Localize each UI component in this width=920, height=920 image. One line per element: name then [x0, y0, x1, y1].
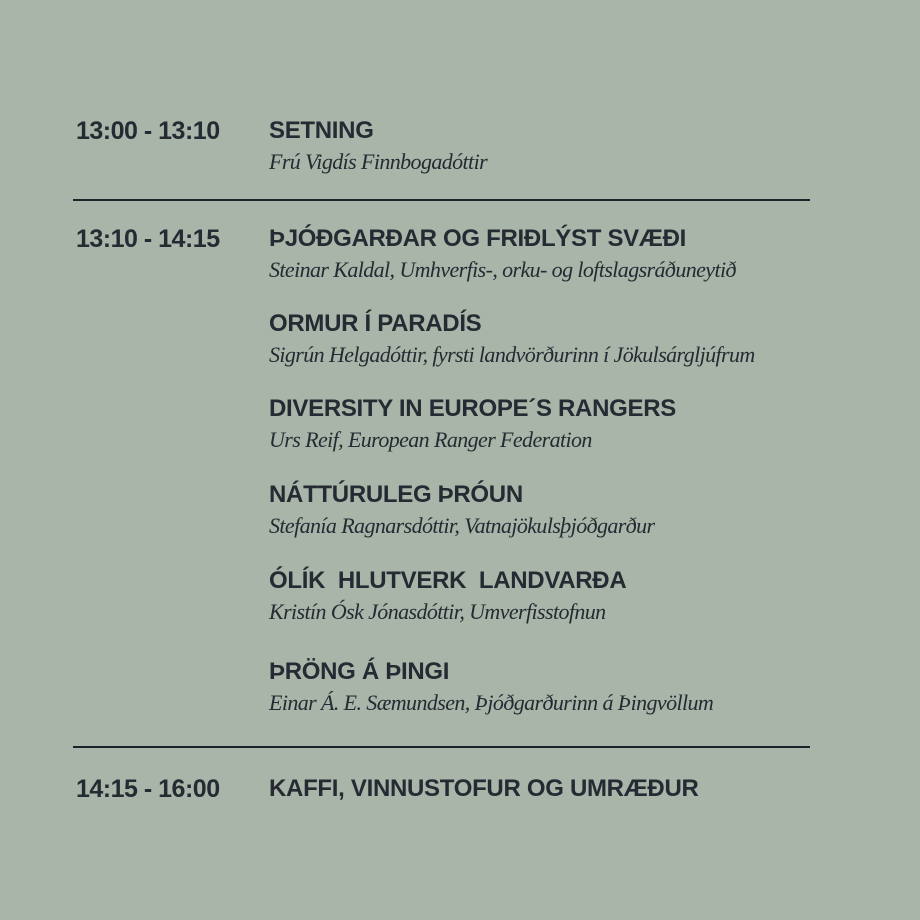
agenda-item-speaker: Einar Á. E. Sæmundsen, Þjóðgarðurinn á Þingvöllum: [269, 690, 714, 715]
agenda-item-title: KAFFI, VINNUSTOFUR OG UMRÆÐUR: [269, 775, 699, 802]
agenda-item-title: ÞRÖNG Á ÞINGI: [269, 658, 450, 685]
agenda-item-title: NÁTTÚRULEG ÞRÓUN: [269, 481, 523, 508]
agenda-item: [269, 116, 869, 176]
agenda-item: [269, 224, 869, 284]
agenda-item-speaker: Stefanía Ragnarsdóttir, Vatnajökulsþjóðgarður: [269, 513, 655, 538]
divider: [73, 199, 810, 201]
agenda-item-speaker: Kristín Ósk Jónasdóttir, Umverfisstofnun: [269, 599, 606, 624]
agenda-item-title: SETNING: [269, 117, 374, 144]
divider: [73, 746, 810, 748]
agenda-item-title: ÓLÍK HLUTVERK LANDVARÐA: [269, 567, 627, 594]
agenda-item: [269, 566, 869, 626]
agenda-item-speaker: Frú Vigdís Finnbogadóttir: [269, 149, 488, 174]
session-time: 13:00 - 13:10: [76, 117, 220, 145]
agenda-item: [269, 480, 869, 540]
agenda-item: [269, 657, 869, 717]
agenda-item-title: ÞJÓÐGARÐAR OG FRIÐLÝST SVÆÐI: [269, 225, 686, 252]
agenda-item: [269, 309, 869, 369]
session-time: 14:15 - 16:00: [76, 775, 220, 803]
session-time: 13:10 - 14:15: [76, 225, 220, 253]
agenda-item-title: ORMUR Í PARADÍS: [269, 310, 482, 337]
agenda-item-speaker: Steinar Kaldal, Umhverfis-, orku- og loftslagsráðuneytið: [269, 257, 736, 282]
agenda-item: [269, 394, 869, 454]
agenda-item-speaker: Sigrún Helgadóttir, fyrsti landvörðurinn í Jökulsárgljúfrum: [269, 342, 755, 367]
agenda-item-speaker: Urs Reif, European Ranger Federation: [269, 427, 592, 452]
agenda-item-title: DIVERSITY IN EUROPE´S RANGERS: [269, 395, 676, 422]
agenda-item: [269, 774, 869, 804]
